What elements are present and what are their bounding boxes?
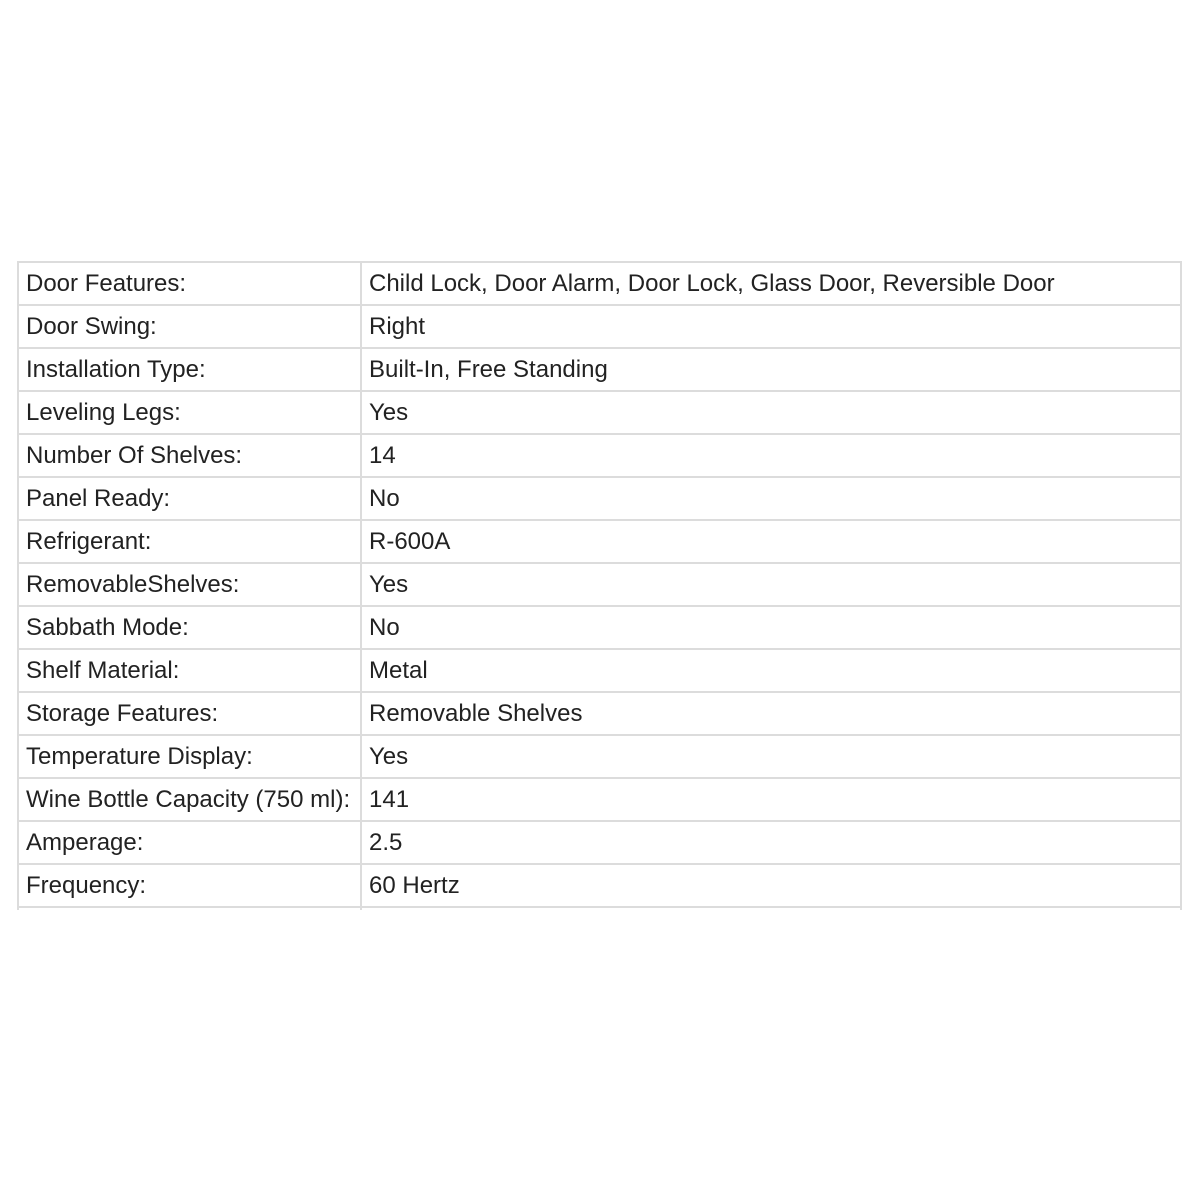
spec-label: Door Features: [18,262,361,305]
spec-value: Built-In, Free Standing [361,348,1181,391]
spec-label: Leveling Legs: [18,391,361,434]
spec-row-frequency [18,864,1181,907]
spec-value: No [361,477,1181,520]
spec-value: Yes [361,735,1181,778]
spec-row-sabbath-mode [18,606,1181,649]
spec-row-shelf-material [18,649,1181,692]
spec-row-door-swing [18,305,1181,348]
spec-value: Yes [361,391,1181,434]
spec-label: Panel Ready: [18,477,361,520]
spec-label: Shelf Material: [18,649,361,692]
spec-value: Removable Shelves [361,692,1181,735]
spec-label: Storage Features: [18,692,361,735]
spec-label: Installation Type: [18,348,361,391]
spec-value: Right [361,305,1181,348]
spec-value: 60 Hertz [361,864,1181,907]
spec-row-refrigerant [18,520,1181,563]
spec-row-storage-features [18,692,1181,735]
empty-cell [18,907,361,910]
spec-value: R-600A [361,520,1181,563]
spec-label: Door Swing: [18,305,361,348]
empty-cell [361,907,1181,910]
spec-label: Frequency: [18,864,361,907]
spec-label: Wine Bottle Capacity (750 ml): [18,778,361,821]
spec-row-number-of-shelves [18,434,1181,477]
spec-table-body [18,262,1181,910]
spec-row-installation-type [18,348,1181,391]
spec-label: Amperage: [18,821,361,864]
spec-row-removable-shelves [18,563,1181,606]
spec-label: Sabbath Mode: [18,606,361,649]
table-trailing-row [18,907,1181,910]
spec-row-amperage [18,821,1181,864]
spec-label: Refrigerant: [18,520,361,563]
spec-label: RemovableShelves: [18,563,361,606]
spec-value: No [361,606,1181,649]
spec-value: 14 [361,434,1181,477]
spec-row-panel-ready [18,477,1181,520]
spec-label: Temperature Display: [18,735,361,778]
spec-value: 2.5 [361,821,1181,864]
spec-label: Number Of Shelves: [18,434,361,477]
spec-table [17,261,1182,910]
spec-row-wine-bottle-capacity [18,778,1181,821]
spec-row-door-features [18,262,1181,305]
spec-row-temperature-display [18,735,1181,778]
spec-value: Metal [361,649,1181,692]
spec-value: Child Lock, Door Alarm, Door Lock, Glass Door, Reversible Door [361,262,1181,305]
spec-row-leveling-legs [18,391,1181,434]
spec-value: Yes [361,563,1181,606]
spec-value: 141 [361,778,1181,821]
